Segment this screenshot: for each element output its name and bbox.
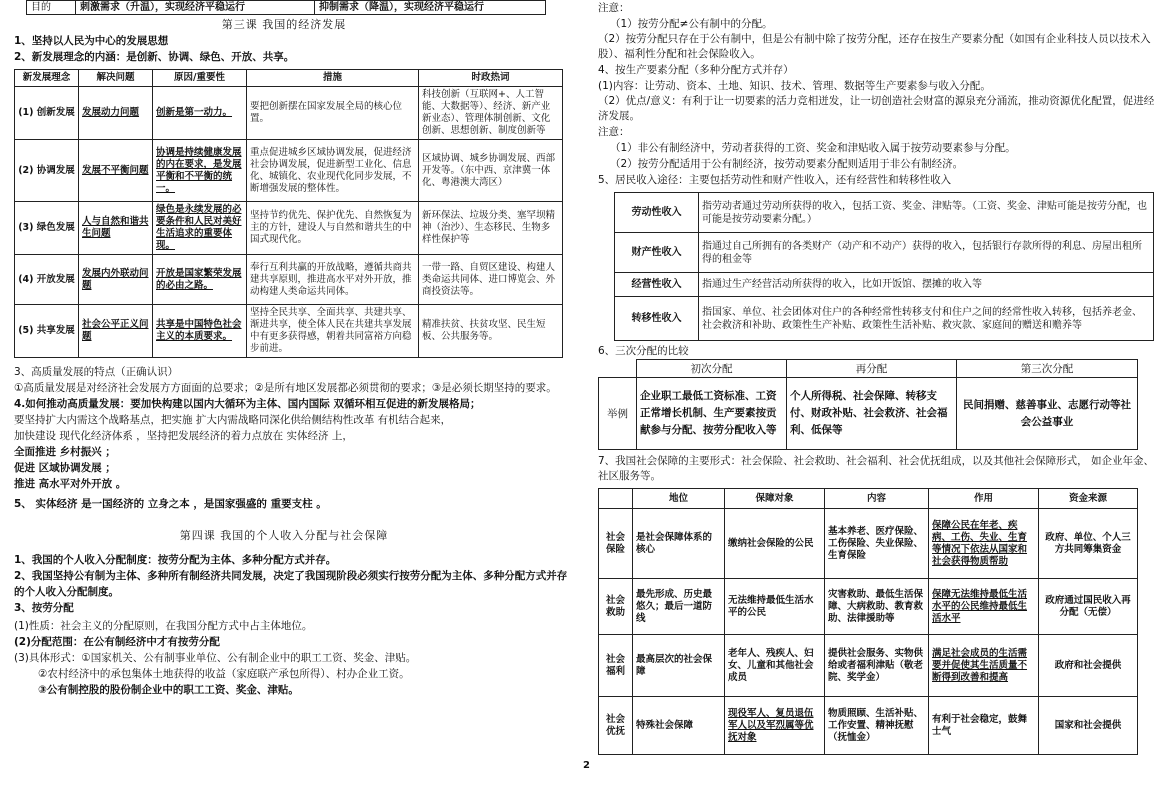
dev-reason: 开放是国家繁荣发展的必由之路。 xyxy=(153,255,247,305)
section-5: 5、 实体经济 是一国经济的 立身之本 ，是国家强盛的 重要支柱 。 xyxy=(14,498,327,510)
ss-content: 物质照顾、生活补贴、工作安置、精神抚慰（抚恤金） xyxy=(825,697,929,755)
dev-concept: (4) 开放发展 xyxy=(15,255,79,305)
table-row xyxy=(15,255,563,305)
dist-third: 民间捐赠、慈善事业、志愿行动等社会公益事业 xyxy=(957,378,1138,450)
dev-problem: 发展动力问题 xyxy=(79,87,153,140)
table-row xyxy=(599,697,1138,755)
right-column xyxy=(598,0,1164,755)
dev-hotwords: 科技创新（互联网+、人工智能、大数据等）、经济、新产业新业态）、管理体制创新、文化创新、思想创新、制度创新等 xyxy=(419,87,563,140)
dev-measures: 奉行互利共赢的开放战略，遵循共商共建共享原则，推进高水平对外开放，推动构建人类命运共同体。 xyxy=(247,255,419,305)
ss-role: 保障公民在年老、疾病、工伤、失业、生育等情况下依法从国家和社会获得物质帮助 xyxy=(929,509,1039,579)
income-type: 转移性收入 xyxy=(615,297,699,341)
dev-header-problem: 解决问题 xyxy=(79,70,153,87)
dev-header-hotwords: 时政热词 xyxy=(419,70,563,87)
ss-status: 特殊社会保障 xyxy=(633,697,725,755)
dev-header-concept: 新发展理念 xyxy=(15,70,79,87)
dev-concept: (3) 绿色发展 xyxy=(15,202,79,255)
income-type: 劳动性收入 xyxy=(615,193,699,233)
ss-status: 是社会保障体系的核心 xyxy=(633,509,725,579)
dev-hotwords: 精准扶贫、扶贫攻坚、民生短板、公共服务等。 xyxy=(419,305,563,358)
ss-funding: 国家和社会提供 xyxy=(1039,697,1138,755)
ss-status: 最先形成、历史最悠久；最后一道防线 xyxy=(633,579,725,635)
dev-concept: (2) 协调发展 xyxy=(15,140,79,202)
left-column xyxy=(14,0,574,698)
section-2: 2、新发展理念的内涵：是创新、协调、绿色、开放、共享。 xyxy=(14,51,295,63)
table-row xyxy=(15,305,563,358)
income-type: 经营性收入 xyxy=(615,273,699,297)
ss-content: 灾害救助、最低生活保障、大病救助、教育救助、法律援助等 xyxy=(825,579,929,635)
dev-reason: 协调是持续健康发展的内在要求，是发展平衡和不平衡的统一。 xyxy=(153,140,247,202)
purpose-row xyxy=(26,0,546,15)
social-security-section: 7、我国社会保障的主要形式：社会保险、社会救助、社会福利、社会优抚组成，以及其他社会保障形式， 如企业年金、社区服务等。 xyxy=(598,455,1155,482)
paragraph-2: 2、我国坚持公有制为主体、多种所有制经济共同发展，决定了我国现阶段必须实行按劳分配为主体、多种分配方式并存的个人收入分配制度。 xyxy=(14,570,568,598)
dev-reason: 绿色是永续发展的必要条件和人民对美好生活追求的重要体现。 xyxy=(153,202,247,255)
dev-header-measures: 措施 xyxy=(247,70,419,87)
income-section: 5、居民收入途径：主要包括劳动性和财产性收入，还有经营性和转移性收入 xyxy=(598,174,952,186)
dist-header-primary: 初次分配 xyxy=(637,360,787,378)
distribution-section: 6、三次分配的比较 xyxy=(598,345,689,357)
table-row xyxy=(15,202,563,255)
purpose-expansionary: 刺激需求（升温），实现经济平稳运行 xyxy=(76,1,315,15)
new-development-table xyxy=(14,69,563,358)
section-4-line4: 全面推进 乡村振兴 ； xyxy=(14,446,116,458)
social-security-table xyxy=(598,488,1138,755)
section-4-title: 4.如何推动高质量发展：要加快构建以国内大循环为主体、国内国际 双循环相互促进的新发展格局； xyxy=(14,398,481,410)
table-row xyxy=(599,635,1138,697)
table-row xyxy=(15,87,563,140)
ss-funding: 政府通过国民收入再分配（无偿） xyxy=(1039,579,1138,635)
ss-role: 满足社会成员的生活需要并促使其生活质量不断得到改善和提高 xyxy=(929,635,1039,697)
note-1-label: 注意： xyxy=(598,2,630,14)
ss-header-content: 内容 xyxy=(825,489,929,509)
dist-row-label: 举例 xyxy=(599,378,637,450)
ss-header-role: 作用 xyxy=(929,489,1039,509)
dev-reason: 共享是中国特色社会主义的本质要求。 xyxy=(153,305,247,358)
section-4-line6: 推进 高水平对外开放 。 xyxy=(14,478,127,490)
table-row xyxy=(599,579,1138,635)
table-row xyxy=(615,233,1154,273)
section-4-line2: 要坚持扩大内需这个战略基点，把实施 扩大内需战略同深化供给侧结构性改革 有机结合起来， xyxy=(14,414,452,426)
dev-reason: 创新是第一动力。 xyxy=(153,87,247,140)
ss-header-target: 保障对象 xyxy=(725,489,825,509)
lesson4-title: 第四课 我国的个人收入分配与社会保障 xyxy=(179,529,389,542)
ss-header-status: 地位 xyxy=(633,489,725,509)
ss-content: 基本养老、医疗保险、工伤保险、失业保险、生育保险 xyxy=(825,509,929,579)
table-row xyxy=(615,297,1154,341)
distribution-table xyxy=(598,359,1138,450)
ss-header-blank xyxy=(599,489,633,509)
dist-re: 个人所得税、社会保障、转移支付、财政补贴、社会救济、社会福利、低保等 xyxy=(787,378,957,450)
section-3-body: ①高质量发展是对经济社会发展方方面面的总要求；②是所有地区发展都必须贯彻的要求；③是必须长期坚持的要求。 xyxy=(14,382,557,394)
dev-hotwords: 一带一路、自贸区建设、构建人类命运共同体、进口博览会、外商投资法等。 xyxy=(419,255,563,305)
ss-role: 有利于社会稳定，鼓舞士气 xyxy=(929,697,1039,755)
dev-problem: 发展不平衡问题 xyxy=(79,140,153,202)
page-number: 2 xyxy=(583,760,590,771)
note-2-label: 注意： xyxy=(598,126,630,138)
ss-header-funding: 资金来源 xyxy=(1039,489,1138,509)
dev-problem: 社会公平正义问题 xyxy=(79,305,153,358)
dist-primary: 企业职工最低工资标准、工资正常增长机制、生产要素按贡献参与分配、按劳分配收入等 xyxy=(637,378,787,450)
factor-section: 4、按生产要素分配（多种分配方式并存） xyxy=(598,64,794,76)
paragraph-3-4: ②农村经济中的承包集体土地获得的收益（家庭联产承包所得）、村办企业工资。 xyxy=(38,668,410,680)
ss-status: 最高层次的社会保障 xyxy=(633,635,725,697)
ss-role: 保障无法维持最低生活水平的公民维持最低生活水平 xyxy=(929,579,1039,635)
paragraph-3-3: (3)具体形式：①国家机关、公有制事业单位、公有制企业中的职工工资、奖金、津贴。 xyxy=(14,652,417,664)
ss-type: 社会优抚 xyxy=(599,697,633,755)
income-desc: 指通过生产经营活动所获得的收入，比如开饭馆、摆摊的收入等 xyxy=(699,273,1154,297)
dev-problem: 发展内外联动问题 xyxy=(79,255,153,305)
table-row xyxy=(599,509,1138,579)
factor-advantage: （2）优点/意义：有利于让一切要素的活力竞相迸发，让一切创造社会财富的源泉充分涌流，推动资源优化配置，促进经济发展。 xyxy=(598,95,1155,122)
income-table xyxy=(614,192,1154,341)
table-row xyxy=(599,378,1138,450)
section-3: 3、高质量发展的特点（正确认识） xyxy=(14,366,179,378)
ss-funding: 政府和社会提供 xyxy=(1039,635,1138,697)
ss-type: 社会福利 xyxy=(599,635,633,697)
note-2-b: （2）按劳分配适用于公有制经济，按劳动要素分配则适用于非公有制经济。 xyxy=(610,158,964,170)
ss-funding: 政府、单位、个人三方共同筹集资金 xyxy=(1039,509,1138,579)
income-type: 财产性收入 xyxy=(615,233,699,273)
table-row xyxy=(15,140,563,202)
table-row xyxy=(615,193,1154,233)
paragraph-3: 3、按劳分配 xyxy=(14,602,74,614)
purpose-label: 目的 xyxy=(27,1,76,15)
dev-concept: (1) 创新发展 xyxy=(15,87,79,140)
paragraph-1: 1、我国的个人收入分配制度：按劳分配为主体、多种分配方式并存。 xyxy=(14,554,337,566)
dev-measures: 坚持全民共享、全面共享、共建共享、渐进共享，使全体人民在共建共享发展中有更多获得感，朝着共同富裕方向稳步前进。 xyxy=(247,305,419,358)
dist-header-re: 再分配 xyxy=(787,360,957,378)
ss-content: 提供社会服务、实物供给或者福利津贴（敬老院、奖学金） xyxy=(825,635,929,697)
section-1: 1、坚持以人民为中心的发展思想 xyxy=(14,35,169,47)
dev-header-reason: 原因/重要性 xyxy=(153,70,247,87)
section-4-line5: 促进 区域协调发展 ； xyxy=(14,462,116,474)
ss-target: 现役军人、复员退伍军人以及军烈属等优抚对象 xyxy=(725,697,825,755)
income-desc: 指劳动者通过劳动所获得的收入，包括工资、奖金、津贴等。（工资、奖金、津贴可能是按劳分配，也可能是按劳动要素分配。） xyxy=(699,193,1154,233)
dev-measures: 重点促进城乡区域协调发展，促进经济社会协调发展，促进新型工业化、信息化、城镇化、农业现代化同步发展，不断增强发展的整体性。 xyxy=(247,140,419,202)
dev-hotwords: 区域协调、城乡协调发展、西部开发等。（东中西、京津冀一体化、粤港澳大湾区） xyxy=(419,140,563,202)
purpose-contractionary: 抑制需求（降温），实现经济平稳运行 xyxy=(315,1,546,15)
dev-concept: (5) 共享发展 xyxy=(15,305,79,358)
ss-target: 无法维持最低生活水平的公民 xyxy=(725,579,825,635)
dev-measures: 坚持节约优先、保护优先、自然恢复为主的方针，建设人与自然和谐共生的中国式现代化。 xyxy=(247,202,419,255)
ss-type: 社会救助 xyxy=(599,579,633,635)
dev-hotwords: 新环保法、垃圾分类、塞罕坝精神（治沙）、生态移民、生物多样性保护等 xyxy=(419,202,563,255)
factor-content: (1)内容：让劳动、资本、土地、知识、技术、管理、数据等生产要素参与收入分配。 xyxy=(598,80,991,92)
income-desc: 指国家、单位、社会团体对住户的各种经常性转移支付和住户之间的经常性收入转移，包括养老金、社会救济和补助、政策性生产补贴、政策性生活补贴、救灾款、家庭间的赠送和赡养等 xyxy=(699,297,1154,341)
paragraph-3-5: ③公有制控股的股份制企业中的职工工资、奖金、津贴。 xyxy=(38,684,299,696)
note-1-a: （1）按劳分配≠公有制中的分配。 xyxy=(610,18,773,30)
note-2-a: （1）非公有制经济中，劳动者获得的工资、奖金和津贴收入属于按劳动要素参与分配。 xyxy=(610,142,1016,154)
dev-measures: 要把创新摆在国家发展全局的核心位置。 xyxy=(247,87,419,140)
paragraph-3-1: (1)性质：社会主义的分配原则，在我国分配方式中占主体地位。 xyxy=(14,620,313,632)
lesson3-title: 第三课 我国的经济发展 xyxy=(221,18,347,31)
table-row xyxy=(615,273,1154,297)
ss-type: 社会保险 xyxy=(599,509,633,579)
note-1-b: （2）按劳分配只存在于公有制中，但是公有制中除了按劳分配，还存在按生产要素分配（如国有企业科技人员以技术入股）、福利性分配和社会保险收入。 xyxy=(598,33,1151,60)
income-desc: 指通过自己所拥有的各类财产（动产和不动产）获得的收入，包括银行存款所得的利息、房屋出租所得的租金等 xyxy=(699,233,1154,273)
ss-target: 缴纳社会保险的公民 xyxy=(725,509,825,579)
dist-header-third: 第三次分配 xyxy=(957,360,1138,378)
paragraph-3-2: (2)分配范围：在公有制经济中才有按劳分配 xyxy=(14,636,220,648)
section-4-line3: 加快建设 现代化经济体系 ，坚持把发展经济的着力点放在 实体经济 上， xyxy=(14,430,353,442)
ss-target: 老年人、残疾人、妇女、儿童和其他社会成员 xyxy=(725,635,825,697)
dev-problem: 人与自然和谐共生问题 xyxy=(79,202,153,255)
